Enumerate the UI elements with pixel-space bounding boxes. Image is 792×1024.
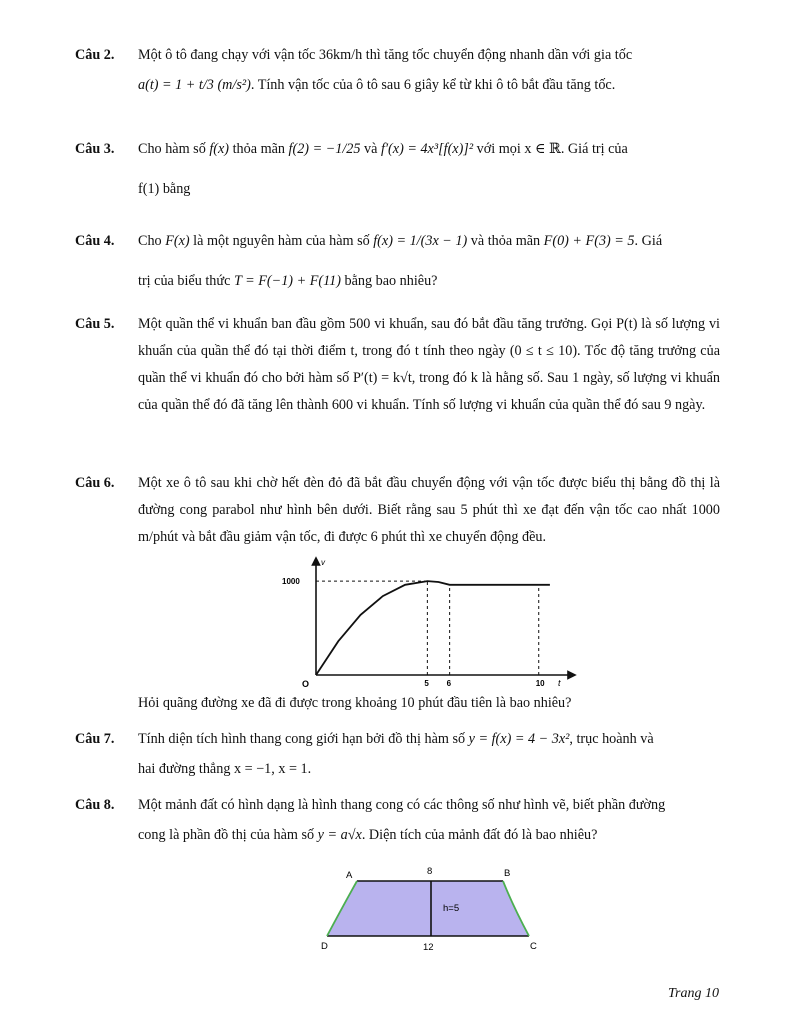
height-label: h=5 [443, 903, 460, 914]
question-text: Một mảnh đất có hình dạng là hình thang cong có các thông số như hình vẽ, biết phần đường [138, 797, 666, 813]
y-tick-label: 1000 [282, 577, 300, 587]
question-text: Tính diện tích hình thang cong giới hạn bởi đồ thị hàm số [138, 731, 466, 747]
x-tick-label: 5 [424, 679, 429, 688]
velocity-curve [316, 581, 550, 675]
math-condition: F(0) + F(3) = 5 [543, 233, 635, 249]
x-tick-label: 6 [446, 679, 452, 688]
trapezoid-region [327, 881, 529, 936]
math-expression: F(x) [165, 233, 190, 249]
question-label: Câu 6. [75, 475, 115, 491]
question-text: trị của biểu thức [138, 273, 231, 289]
question-text: với mọi x ∈ ℝ. Giá trị của [476, 141, 628, 157]
x-axis-label: t [558, 678, 561, 688]
question-text: . Diện tích của mảnh đất đó là bao nhiêu? [361, 827, 598, 843]
question-text: . Giá [634, 233, 663, 249]
question-label: Câu 7. [75, 731, 115, 747]
question-text: , trục hoành và [569, 731, 654, 747]
question-text: cong là phần đồ thị của hàm số [138, 827, 315, 843]
page-number: Trang 10 [668, 986, 719, 1001]
question-text: và thỏa mãn [470, 233, 541, 249]
math-expression: T = F(−1) + F(11) [233, 273, 341, 289]
question-label: Câu 3. [75, 141, 115, 157]
question-text: Một ô tô đang chạy với vận tốc 36km/h thì tăng tốc chuyển động nhanh dần với gia tốc [138, 47, 633, 63]
vertex-b-label: B [504, 868, 511, 879]
math-condition: f(2) = −1/25 [288, 141, 361, 157]
question-text: và [364, 141, 378, 157]
x-tick-label: 10 [535, 679, 545, 688]
vertex-a-label: A [346, 870, 353, 881]
question-label: Câu 5. [75, 316, 115, 332]
bottom-length-label: 12 [423, 942, 434, 953]
velocity-chart [270, 555, 580, 695]
question-label: Câu 4. [75, 233, 115, 249]
question-text: hai đường thẳng x = −1, x = 1. [138, 761, 312, 777]
acceleration-formula: a(t) = 1 + t/3 (m/s²) [138, 77, 251, 93]
question-text: f(1) bằng [138, 181, 191, 197]
question-text: Một xe ô tô sau khi chờ hết đèn đỏ đã bắt đầu chuyển động với vận tốc được biểu thị bằng đồ thị là đường cong parabol như hình bên dưới. Biết rằng sau 5 phút thì xe đạt đến vận tốc cao nhất 1000 m/phút và bắt đầu giảm vận tốc, đi được 6 phút thì xe chuyển động đều. [138, 475, 720, 545]
question-label: Câu 2. [75, 47, 115, 63]
vertex-c-label: C [530, 941, 537, 952]
function-definition: y = a√x [317, 827, 362, 843]
question-text: là một nguyên hàm của hàm số [193, 233, 370, 249]
trapezoid-figure [315, 862, 550, 957]
question-text: Một quần thể vi khuẩn ban đầu gồm 500 vi khuẩn, sau đó bắt đầu tăng trưởng. Gọi P(t) là số lượng vi khuẩn của quần thể đó tại thời điểm t, trong đó t tính theo ngày (0 ≤ t ≤ 10). Tốc độ tăng trưởng của quần thể vi khuẩn đó cho bởi hàm số P′(t) = k√t, trong đó k là hằng số. Sau 1 ngày, số lượng vi khuẩn của quần thể đó đã tăng lên thành 600 vi khuẩn. Tính số lượng vi khuẩn của quần thể đó sau 9 ngày. [138, 316, 720, 413]
y-axis-label: v [321, 558, 325, 567]
function-definition: f(x) = 1/(3x − 1) [373, 233, 468, 249]
function-definition: y = f(x) = 4 − 3x² [468, 731, 570, 747]
question-text: bằng bao nhiêu? [344, 273, 438, 289]
question-label: Câu 8. [75, 797, 115, 813]
question-text: . Tính vận tốc của ô tô sau 6 giây kể từ khi ô tô bắt đầu tăng tốc. [250, 77, 616, 93]
math-expression: f(x) [209, 141, 230, 157]
question-text: Cho [138, 233, 162, 249]
origin-label: O [302, 679, 310, 689]
question-text: Hỏi quãng đường xe đã đi được trong khoảng 10 phút đầu tiên là bao nhiêu? [138, 695, 572, 711]
top-length-label: 8 [427, 866, 433, 877]
vertex-d-label: D [321, 941, 328, 952]
question-text: thỏa mãn [232, 141, 285, 157]
question-text: Cho hàm số [138, 141, 206, 157]
math-condition: f′(x) = 4x³[f(x)]² [381, 141, 474, 157]
